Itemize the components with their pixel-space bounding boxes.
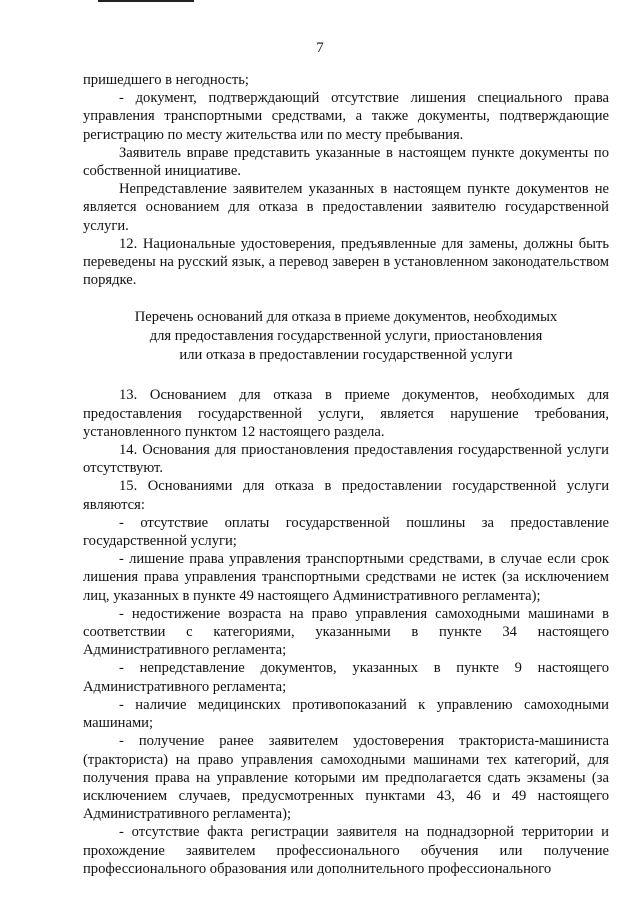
section-heading	[83, 308, 609, 365]
paragraph-non-submission: Непредставление заявителем указанных в настоящем пункте документов не является основанием для отказа в предоставлении заявителю государственной услуги.	[83, 181, 609, 234]
paragraph-own-initiative: Заявитель вправе представить указанные в настоящем пункте документы по собственной инициативе.	[83, 144, 609, 180]
section-heading-line: для предоставления государственной услуги, приостановления	[149, 328, 543, 345]
list-item-deprivation: - лишение права управления транспортными средствами, в случае если срок лишения права управления транспортными средствами не истек (за исключением лиц, указанных в пункте 49 настоящего Административного регламента);	[83, 551, 609, 604]
list-item-age: - недостижение возраста на право управления самоходными машинами в соответствии с категориями, указанными в пункте 34 настоящего Административного регламента;	[83, 605, 609, 659]
paragraph-item-15: 15. Основаниями для отказа в предоставлении государственной услуги являются:	[83, 478, 609, 513]
scan-edge-mark	[98, 0, 194, 2]
section-heading-line: или отказа в предоставлении государственной услуги	[179, 347, 513, 364]
list-item-registration: - отсутствие факта регистрации заявителя на поднадзорной территории и прохождение заявителем профессионального обучения или получение профессионального образования или дополнительного профессионального	[83, 824, 609, 877]
page-number: 7	[316, 40, 324, 56]
paragraph-item-12: 12. Национальные удостоверения, предъявленные для замены, должны быть переведены на русский язык, а перевод заверен в установленном законодательством порядке.	[83, 235, 609, 289]
paragraph-continuation: пришедшего в негодность;	[83, 72, 249, 88]
paragraph-license-document: - документ, подтверждающий отсутствие лишения специального права управления транспортными средствами, а также документы, подтверждающие регистрацию по месту жительства или по месту пребывания.	[83, 90, 609, 143]
list-item-prior-license: - получение ранее заявителем удостоверения тракториста-машиниста (тракториста) на право управления самоходными машинами тех категорий, для получения права на управление которыми им предполагается сдать экзамены (за исключением случаев, предусмотренных пунктами 43, 46 и 49 настоящего Административного регламента);	[83, 733, 609, 823]
list-item-medical: - наличие медицинских противопоказаний к управлению самоходными машинами;	[83, 696, 609, 732]
section-heading-line: Перечень оснований для отказа в приеме документов, необходимых	[134, 309, 558, 326]
page-content	[83, 71, 609, 878]
list-item-documents: - непредставление документов, указанных в пункте 9 настоящего Административного регламента;	[83, 660, 609, 695]
list-item-no-fee: - отсутствие оплаты государственной пошлины за предоставление государственной услуги;	[83, 514, 609, 550]
paragraph-item-13: 13. Основанием для отказа в приеме документов, необходимых для предоставления государственной услуги, является нарушение требования, установленного пунктом 12 настоящего раздела.	[83, 387, 609, 440]
paragraph-item-14: 14. Основания для приостановления предоставления государственной услуги отсутствуют.	[83, 442, 609, 477]
